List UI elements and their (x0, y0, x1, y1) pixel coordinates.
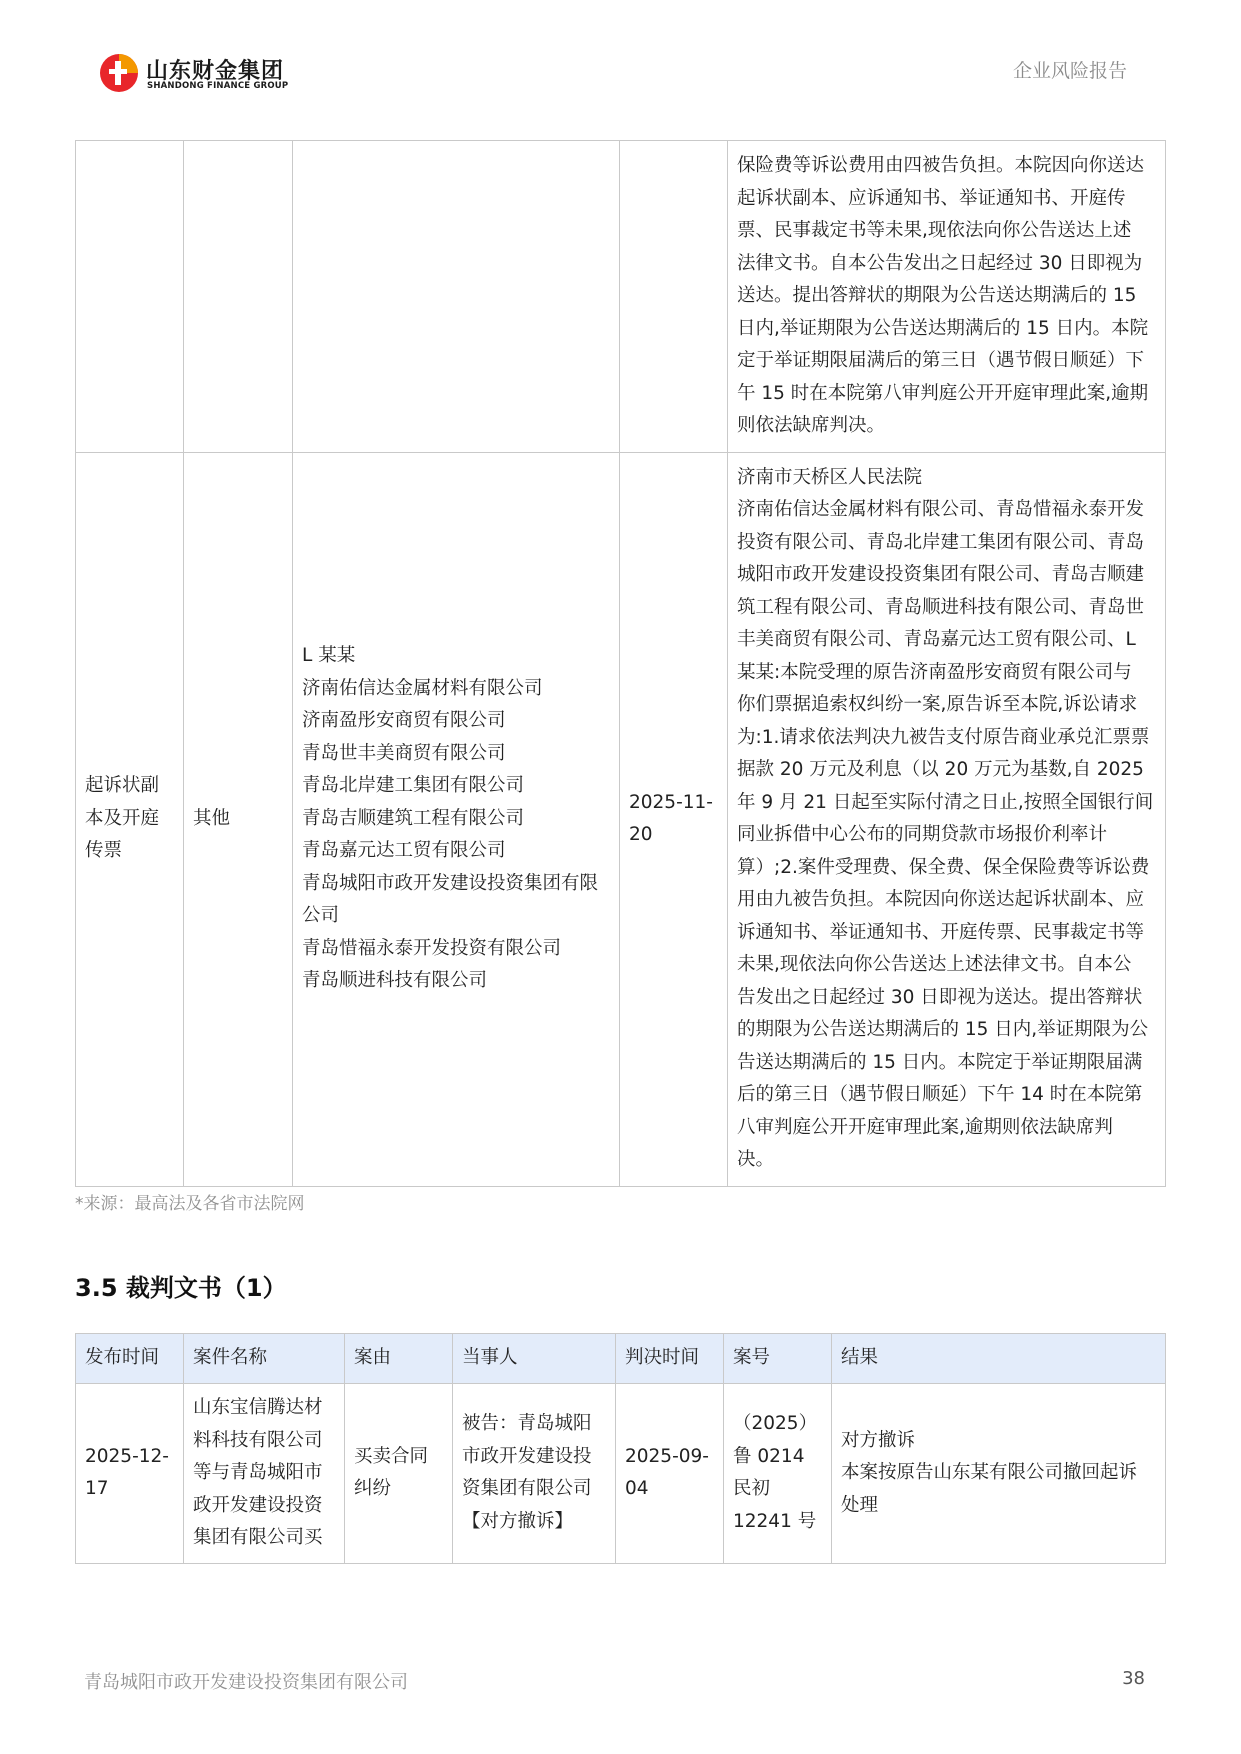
notice-detail-cell-line: 你们票据追索权纠纷一案,原告诉至本院,诉讼请求 (737, 694, 1138, 715)
notice-parties-cell-line: 青岛惜福永泰开发投资有限公司 (302, 937, 562, 959)
publish-date-cell-line: 2025-12- (85, 1445, 169, 1467)
notice-detail-cell-line: 济南市天桥区人民法院 (737, 466, 923, 488)
notice-date-cell (620, 141, 728, 453)
table-row (76, 1384, 1166, 1564)
notice-parties-cell-line: 青岛北岸建工集团有限公司 (302, 775, 525, 797)
case-name-cell-line: 等与青岛城阳市 (193, 1462, 323, 1483)
notice-parties-cell-line: 青岛世丰美商贸有限公司 (302, 742, 506, 764)
notice-detail-cell-line: 法律文书。自本公告发出之日起经过 30 日即视为 (737, 252, 1143, 274)
column-header: 结果 (832, 1334, 1166, 1384)
notice-detail-cell-line: 起诉状副本、应诉通知书、举证通知书、开庭传 (737, 187, 1126, 209)
logo-chinese-name: 山东财金集团 (146, 59, 285, 84)
notice-detail-cell-line: 某某:本院受理的原告济南盈彤安商贸有限公司与 (737, 661, 1132, 683)
notice-date-cell-line: 20 (629, 824, 653, 845)
company-logo (98, 52, 298, 96)
notice-detail-cell-line: 的期限为公告送达期满后的 15 日内,举证期限为公 (737, 1019, 1149, 1040)
result-cell-line: 本案按原告山东某有限公司撤回起诉 (841, 1462, 1138, 1483)
notice-date-cell-line: 2025-11- (629, 791, 713, 813)
case-name-cell-line: 山东宝信腾达材 (193, 1397, 323, 1418)
notice-parties-cell (293, 452, 620, 1186)
notice-detail-cell-line: 告送达期满后的 15 日内。本院定于举证期限届满 (737, 1051, 1143, 1073)
notice-parties-cell (293, 141, 620, 453)
notice-category-cell (184, 452, 293, 1186)
footer-company: 青岛城阳市政开发建设投资集团有限公司 (84, 1672, 408, 1693)
notice-detail-cell-line: 未果,现依法向你公告送达上述法律文书。自本公 (737, 954, 1132, 975)
notice-detail-cell-line: 日内,举证期限为公告送达期满后的 15 日内。本院 (737, 317, 1149, 339)
notice-detail-cell-line: 送达。提出答辩状的期限为公告送达期满后的 15 (737, 285, 1137, 306)
case-number-cell (724, 1384, 832, 1564)
notice-detail-cell-line: 同业拆借中心公布的同期贷款市场报价利率计 (737, 824, 1108, 845)
notice-detail-cell-line: 八审判庭公开开庭审理此案,逾期则依法缺席判 (737, 1116, 1113, 1138)
notice-type-cell-line: 起诉状副 (85, 775, 160, 797)
notice-detail-cell-line: 据款 20 万元及利息（以 20 万元为基数,自 2025 (737, 759, 1144, 780)
notice-detail-cell-line: 筑工程有限公司、青岛顺进科技有限公司、青岛世 (737, 596, 1145, 618)
notice-parties-cell-line: 济南盈彤安商贸有限公司 (302, 710, 506, 732)
parties-cell-line: 资集团有限公司 (462, 1478, 592, 1500)
notice-type-cell-line: 本及开庭 (85, 807, 160, 829)
judgment-date-cell-line: 2025-09- (625, 1445, 709, 1467)
judgment-date-cell-line: 04 (625, 1478, 649, 1500)
case-cause-cell-line: 买卖合同 (354, 1445, 429, 1467)
notice-parties-cell-line: 济南佑信达金属材料有限公司 (302, 677, 543, 699)
case-cause-cell (345, 1384, 453, 1564)
notice-date-cell (620, 452, 728, 1186)
notice-type-cell-line: 传票 (85, 840, 123, 862)
notice-detail-cell-line: 丰美商贸有限公司、青岛嘉元达工贸有限公司、L (737, 629, 1136, 650)
notice-type-cell (76, 141, 184, 453)
column-header: 发布时间 (76, 1334, 184, 1384)
notice-detail-cell-line: 为:1.请求依法判决九被告支付原告商业承兑汇票票 (737, 726, 1150, 748)
table-row (76, 141, 1166, 453)
notice-detail-cell-line: 保险费等诉讼费用由四被告负担。本院因向你送达 (737, 155, 1145, 176)
report-title: 企业风险报告 (1012, 60, 1127, 82)
notice-detail-cell-line: 决。 (737, 1149, 775, 1170)
notice-parties-cell-line: 青岛顺进科技有限公司 (302, 970, 488, 992)
parties-cell (453, 1384, 616, 1564)
notice-detail-cell-line: 城阳市政开发建设投资集团有限公司、青岛吉顺建 (737, 564, 1145, 585)
column-header: 判决时间 (616, 1334, 724, 1384)
case-name-cell-line: 政开发建设投资 (193, 1494, 323, 1516)
notice-parties-cell-line: 青岛嘉元达工贸有限公司 (302, 840, 506, 862)
judgment-date-cell (616, 1384, 724, 1564)
notice-detail-cell (728, 141, 1166, 453)
table-header-row (76, 1334, 1166, 1384)
notice-detail-cell-line: 定于举证期限届满后的第三日（遇节假日顺延）下 (737, 350, 1145, 371)
section-title: 3.5 裁判文书（1） (75, 1274, 287, 1302)
court-notices-table (75, 140, 1166, 1187)
notice-detail-cell-line: 济南佑信达金属材料有限公司、青岛惜福永泰开发 (737, 499, 1145, 520)
notice-parties-cell-line: 青岛城阳市政开发建设投资集团有限 (302, 872, 599, 894)
notice-category-cell (184, 141, 293, 453)
publish-date-cell-line: 17 (85, 1478, 109, 1500)
notice-parties-cell-line: L 某某 (302, 645, 356, 667)
judgment-table (75, 1333, 1166, 1564)
page-number: 38 (1122, 1668, 1145, 1689)
page-header (0, 0, 1241, 110)
notice-category-cell-line: 其他 (193, 807, 231, 829)
case-number-cell-line: 民初 (733, 1478, 771, 1500)
parties-cell-line: 被告：青岛城阳 (462, 1413, 592, 1435)
notice-detail-cell-line: 后的第三日（遇节假日顺延）下午 14 时在本院第 (737, 1084, 1143, 1105)
notice-parties-cell-line: 青岛吉顺建筑工程有限公司 (302, 807, 525, 829)
notice-parties-cell-line: 公司 (302, 905, 340, 927)
parties-cell-line: 市政开发建设投 (462, 1445, 592, 1467)
case-number-cell-line: 12241 号 (733, 1510, 817, 1532)
notice-type-cell (76, 452, 184, 1186)
result-cell-line: 处理 (841, 1494, 879, 1516)
notice-detail-cell-line: 票、民事裁定书等未果,现依法向你公告送达上述 (737, 220, 1132, 241)
notice-detail-cell-line: 诉通知书、举证通知书、开庭传票、民事裁定书等 (737, 921, 1145, 943)
case-number-cell-line: （2025） (733, 1413, 818, 1435)
publish-date-cell (76, 1384, 184, 1564)
logo-english-name: SHANDONG FINANCE GROUP (147, 81, 289, 91)
case-cause-cell-line: 纠纷 (354, 1478, 392, 1500)
case-name-cell (184, 1384, 345, 1564)
case-name-cell-line: 集团有限公司买 (193, 1527, 323, 1548)
case-name-cell-line: 料科技有限公司 (193, 1429, 323, 1451)
parties-cell-line: 【对方撤诉】 (462, 1510, 574, 1532)
result-cell-line: 对方撤诉 (841, 1429, 916, 1451)
notice-detail-cell (728, 452, 1166, 1186)
logo-mark-icon (98, 52, 140, 94)
case-number-cell-line: 鲁 0214 (733, 1445, 805, 1467)
notice-detail-cell-line: 告发出之日起经过 30 日即视为送达。提出答辩状 (737, 986, 1143, 1008)
notice-detail-cell-line: 年 9 月 21 日起至实际付清之日止,按照全国银行间 (737, 791, 1154, 813)
table-row (76, 452, 1166, 1186)
column-header: 当事人 (453, 1334, 616, 1384)
result-cell (832, 1384, 1166, 1564)
notice-detail-cell-line: 用由九被告负担。本院因向你送达起诉状副本、应 (737, 889, 1145, 910)
source-note: *来源：最高法及各省市法院网 (75, 1194, 305, 1214)
column-header: 案号 (724, 1334, 832, 1384)
notice-detail-cell-line: 则依法缺席判决。 (737, 415, 886, 436)
column-header: 案由 (345, 1334, 453, 1384)
column-header: 案件名称 (184, 1334, 345, 1384)
notice-detail-cell-line: 算）;2.案件受理费、保全费、保全保险费等诉讼费 (737, 856, 1150, 878)
notice-detail-cell-line: 投资有限公司、青岛北岸建工集团有限公司、青岛 (737, 531, 1145, 553)
notice-detail-cell-line: 午 15 时在本院第八审判庭公开开庭审理此案,逾期 (737, 382, 1149, 404)
